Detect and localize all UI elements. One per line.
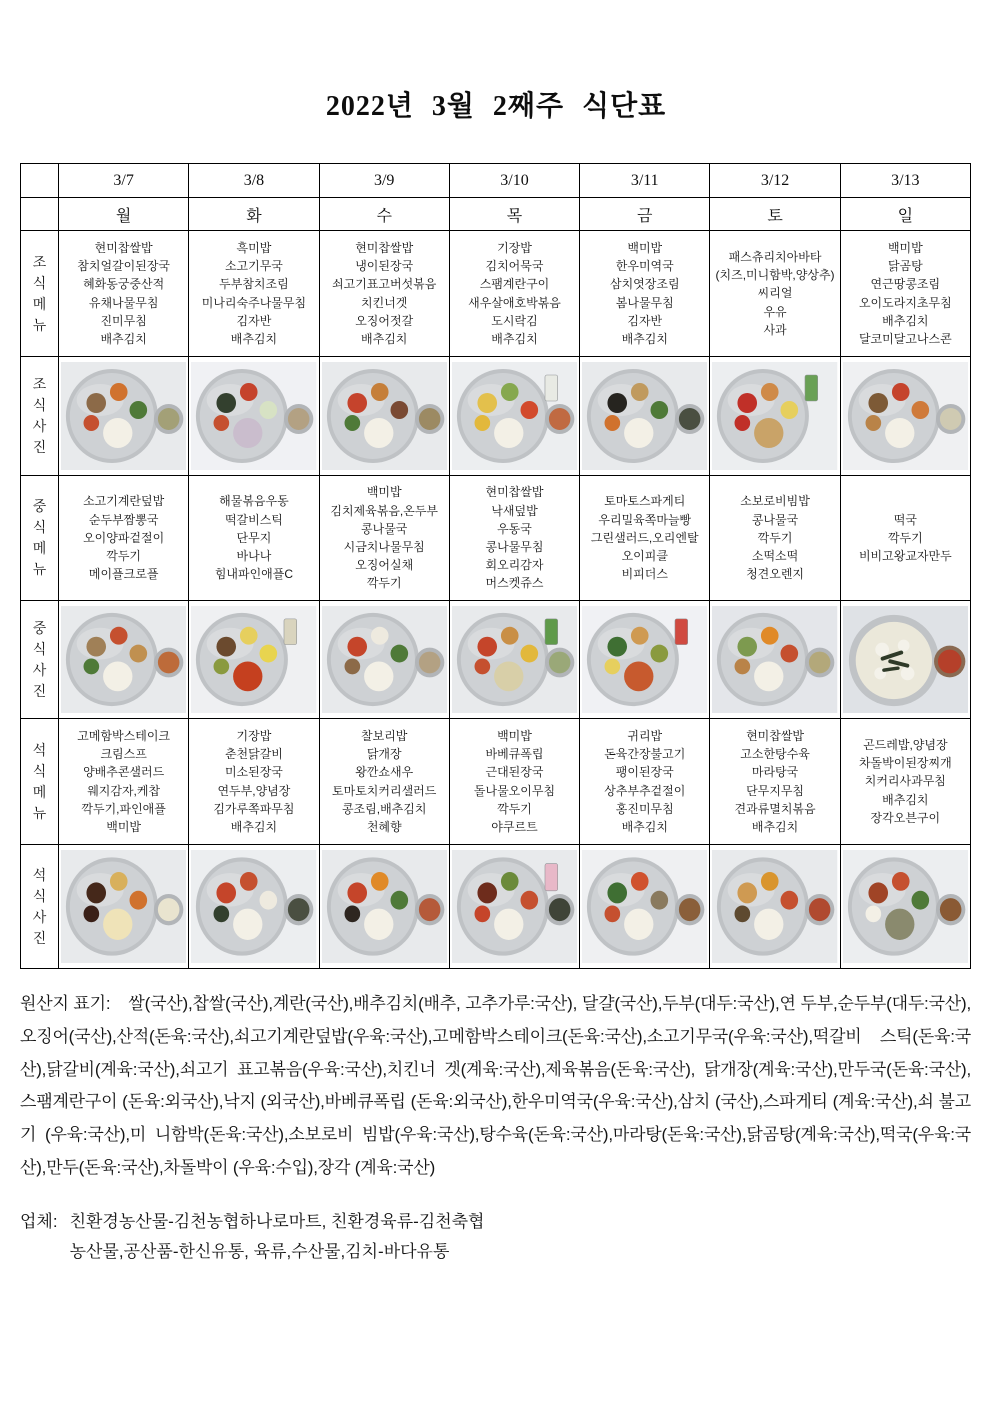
menu-item: 유채나물무침 xyxy=(88,295,159,310)
row-label-char: 조 xyxy=(32,376,47,392)
lunch-photo-cell xyxy=(450,601,580,719)
menu-item: 소고기무국 xyxy=(224,259,283,274)
weekday-cell: 목 xyxy=(450,198,580,231)
row-label-char: 식 xyxy=(32,762,47,779)
row-label-char: 진 xyxy=(32,682,47,699)
vendor-line: 친환경농산물-김천농협하나로마트, 친환경육류-김천축협 xyxy=(69,1211,485,1231)
dinner-photo-cell xyxy=(841,845,971,969)
menu-item: 견과류멸치볶음 xyxy=(734,801,816,816)
table-row xyxy=(21,164,971,198)
menu-item: 흑미밥 xyxy=(236,240,272,255)
menu-item: 토마토치커리샐러드 xyxy=(332,783,437,798)
menu-item: 돌나물오이무침 xyxy=(473,783,556,798)
meal-photo-graphic xyxy=(61,606,186,713)
date-cell: 3/10 xyxy=(450,164,580,198)
menu-item: 콩나물국 xyxy=(751,512,799,527)
table-row xyxy=(21,719,971,845)
lunch-photo-cell xyxy=(710,601,840,719)
weekday-cell: 수 xyxy=(320,198,450,231)
corner-cell xyxy=(21,164,59,198)
menu-item: 차돌박이된장찌개 xyxy=(858,756,952,771)
row-label-dinner-photo xyxy=(21,845,59,969)
breakfast-photo-cell xyxy=(59,357,189,476)
lunch-menu-cell xyxy=(580,476,710,601)
lunch-menu-cell xyxy=(450,476,580,601)
menu-item: 마라탕국 xyxy=(751,765,799,780)
menu-item: 현미찹쌀밥 xyxy=(485,485,544,500)
menu-item: 새우살애호박볶음 xyxy=(468,295,561,310)
menu-item: 배추김치 xyxy=(882,792,929,807)
row-label-char: 중 xyxy=(32,498,47,514)
date-cell: 3/13 xyxy=(841,164,971,198)
lunch-menu-cell xyxy=(841,476,971,601)
menu-item: 크림스프 xyxy=(100,747,147,762)
menu-item: 오이피클 xyxy=(621,549,668,564)
date-cell: 3/8 xyxy=(189,164,319,198)
row-label-char: 진 xyxy=(32,439,47,455)
row-label-char: 석 xyxy=(32,741,47,758)
meal-photo-graphic xyxy=(191,606,316,713)
meal-photo-graphic xyxy=(452,850,577,963)
lunch-photo-cell xyxy=(580,601,710,719)
breakfast-photo-cell xyxy=(580,357,710,476)
row-label-char: 중 xyxy=(32,619,47,636)
menu-item: 삼치엿장조림 xyxy=(609,277,680,292)
breakfast-photo-cell xyxy=(320,357,450,476)
menu-item: 김치제육볶음,온두부 xyxy=(330,503,439,518)
menu-item: 백미밥 xyxy=(106,819,142,834)
menu-item: 웨지감자,케찹 xyxy=(87,783,161,798)
dinner-photo-cell xyxy=(450,845,580,969)
menu-item: 배추김치 xyxy=(882,313,929,328)
menu-item: 한우미역국 xyxy=(615,259,674,274)
menu-item: 치커리사과무침 xyxy=(864,774,946,789)
menu-item: 귀리밥 xyxy=(627,728,663,743)
menu-item: 혜화동궁중산적 xyxy=(83,277,165,292)
menu-item: 미나리숙주나물무침 xyxy=(201,295,307,310)
menu-item: 오이도라지초무침 xyxy=(858,295,952,310)
menu-item: 소보로비빔밥 xyxy=(740,494,810,509)
menu-item: 김치어묵국 xyxy=(485,259,544,274)
lunch-photo-cell xyxy=(189,601,319,719)
dinner-menu-cell xyxy=(320,719,450,845)
menu-item: 미소된장국 xyxy=(224,765,283,780)
menu-item: 배추김치 xyxy=(621,819,668,834)
menu-item: 닭곰탕 xyxy=(887,259,923,274)
menu-item: 홍진미무침 xyxy=(615,801,674,816)
menu-item: 스팸계란구이 xyxy=(479,277,550,292)
row-label-char: 진 xyxy=(32,929,47,946)
menu-item: 깍두기 xyxy=(757,530,793,545)
dinner-photo-cell xyxy=(189,845,319,969)
menu-item: 사과 xyxy=(763,322,787,337)
menu-item: 천혜향 xyxy=(366,819,402,834)
date-cell: 3/11 xyxy=(580,164,710,198)
breakfast-photo-cell xyxy=(189,357,319,476)
menu-item: 바나나 xyxy=(236,549,272,564)
menu-item: 배추김치 xyxy=(751,819,799,834)
menu-item: 패스츄리치아바타 xyxy=(728,249,822,264)
menu-item: 배추김치 xyxy=(100,331,147,346)
menu-item: 근대된장국 xyxy=(485,765,544,780)
breakfast-menu-cell xyxy=(450,231,580,357)
menu-item: 팽이된장국 xyxy=(615,765,674,780)
menu-item: 씨리얼 xyxy=(757,286,793,301)
lunch-menu-cell xyxy=(189,476,319,601)
meal-photo-graphic xyxy=(843,850,968,963)
table-row xyxy=(21,845,971,969)
menu-item: 배추김치 xyxy=(230,819,278,834)
dinner-menu-cell xyxy=(580,719,710,845)
row-label-dinner-menu xyxy=(21,719,59,845)
table-row xyxy=(21,231,971,357)
menu-item: 우유 xyxy=(763,304,787,319)
origin-label: 원산지 표기: xyxy=(20,994,111,1013)
meal-photo-graphic xyxy=(843,606,968,713)
menu-item: 소떡소떡 xyxy=(751,549,799,564)
breakfast-menu-cell xyxy=(189,231,319,357)
menu-item: 소고기계란덮밥 xyxy=(83,494,165,509)
breakfast-menu-cell xyxy=(841,231,971,357)
menu-item: 콩나물국 xyxy=(361,521,408,536)
menu-item: 단무지무침 xyxy=(746,783,805,798)
dinner-menu-cell xyxy=(841,719,971,845)
menu-item: 백미밥 xyxy=(366,485,402,500)
row-label-char: 뉴 xyxy=(32,316,47,333)
menu-item: 순두부짬뽕국 xyxy=(88,512,159,527)
meal-photo-graphic xyxy=(452,362,577,470)
lunch-menu-cell xyxy=(59,476,189,601)
menu-item: (치즈,미니함박,양상추) xyxy=(715,268,835,283)
menu-item: 깍두기 xyxy=(366,576,402,591)
breakfast-menu-cell xyxy=(580,231,710,357)
menu-item: 김자반 xyxy=(236,313,272,328)
meal-photo-graphic xyxy=(582,850,707,963)
origin-text: 쌀(국산),찹쌀(국산),계란(국산),배추김치(배추, 고추가루:국산), 달걀(국산),두부(대두:국산),연 두부,순두부(대두:국산),오징어(국산),산적(돈육:국산),쇠고기계란덮밥(우육:국산),고메함박스테이크(돈육:국산),소고기무국(우육:국산),떡갈비 스틱(돈육:국산),닭갈비(계육:국산),쇠고기 표고볶음(우육:국산),치킨너 겟(계육:국산),제육볶음(돈육:국산), 닭개장(계육:국산),만두국(돈육:국산),스팸계란구이 (돈육:외국산),낙지 (외국산),바베큐폭립 (돈육:외국산),한우미역국(우육:국산),삼치 (국산),스파게티 (계육:국산),쇠 불고기 (우육:국산),미 니함박(돈육:국산),소보로비 빔밥(우육:국산),탕수육(돈육:국산),마라탕(돈육:국산),닭곰탕(계육:국산),떡국(우육:국산),만두(돈육:국산),차돌박이 (우육:수입),장각 (계육:국산) xyxy=(20,994,971,1177)
date-cell: 3/9 xyxy=(320,164,450,198)
meal-photo-graphic xyxy=(322,362,447,470)
weekday-cell: 화 xyxy=(189,198,319,231)
meal-photo-graphic xyxy=(322,606,447,713)
meal-photo-graphic xyxy=(452,606,577,713)
menu-item: 시금치나물무침 xyxy=(343,540,425,554)
footer xyxy=(20,988,971,1266)
page-title: 2022년 3월 2째주 식단표 xyxy=(325,91,667,122)
row-label-char: 식 xyxy=(32,397,47,413)
menu-item: 단무지 xyxy=(236,530,272,545)
menu-item: 청견오렌지 xyxy=(746,567,805,582)
breakfast-photo-cell xyxy=(841,357,971,476)
menu-item: 그린샐러드,오리엔탈 xyxy=(590,530,699,545)
menu-item: 고소한탕수육 xyxy=(740,747,810,762)
dinner-menu-cell xyxy=(189,719,319,845)
menu-item: 비비고왕교자만두 xyxy=(858,549,952,564)
breakfast-photo-cell xyxy=(450,357,580,476)
menu-item: 연근땅콩조림 xyxy=(870,277,941,292)
menu-item: 돈육간장불고기 xyxy=(604,747,686,762)
menu-item: 오징어실채 xyxy=(355,558,414,573)
menu-item: 봄나물무침 xyxy=(615,295,674,310)
menu-item: 콩조림,배추김치 xyxy=(341,801,427,816)
menu-item: 닭개장 xyxy=(366,747,402,762)
menu-item: 깍두기 xyxy=(106,549,142,564)
menu-item: 토마토스파게티 xyxy=(604,494,686,509)
menu-item: 콩나물무침 xyxy=(485,540,544,554)
menu-item: 치킨너겟 xyxy=(361,295,408,310)
menu-item: 우동국 xyxy=(497,521,532,536)
dinner-menu-cell xyxy=(710,719,840,845)
menu-item: 양배추콘샐러드 xyxy=(83,765,165,780)
weekday-cell: 월 xyxy=(59,198,189,231)
dinner-photo-cell xyxy=(59,845,189,969)
menu-item: 두부참치조림 xyxy=(219,277,289,292)
row-label-char: 사 xyxy=(32,908,47,925)
menu-item: 오이양파겉절이 xyxy=(83,530,165,545)
weekday-cell: 토 xyxy=(710,198,840,231)
date-cell: 3/7 xyxy=(59,164,189,198)
menu-item: 해물볶음우동 xyxy=(219,494,289,509)
meal-photo-graphic xyxy=(582,362,707,470)
menu-item: 깍두기 xyxy=(497,801,532,816)
table-row xyxy=(21,198,971,231)
lunch-photo-cell xyxy=(841,601,971,719)
row-label-char: 뉴 xyxy=(32,561,47,577)
menu-item: 배추김치 xyxy=(361,331,408,346)
row-label-char: 식 xyxy=(32,519,47,535)
row-label-char: 사 xyxy=(32,661,47,678)
corner-cell xyxy=(21,198,59,231)
menu-item: 백미밥 xyxy=(627,240,663,255)
meal-photo-graphic xyxy=(712,362,837,470)
menu-item: 배추김치 xyxy=(491,331,538,346)
menu-item: 참치얼갈이된장국 xyxy=(77,259,171,274)
menu-item: 배추김치 xyxy=(230,331,278,346)
menu-item: 야쿠르트 xyxy=(491,819,538,834)
row-label-char: 식 xyxy=(32,274,47,291)
meal-photo-graphic xyxy=(322,850,447,963)
dinner-menu-cell xyxy=(59,719,189,845)
row-label-lunch-photo xyxy=(21,601,59,719)
menu-item: 머스켓쥬스 xyxy=(485,576,544,591)
dinner-menu-cell xyxy=(450,719,580,845)
date-cell: 3/12 xyxy=(710,164,840,198)
menu-item: 고메함박스테이크 xyxy=(77,728,171,743)
meal-photo-graphic xyxy=(61,850,186,963)
breakfast-photo-cell xyxy=(710,357,840,476)
menu-item: 연두부,양념장 xyxy=(217,783,291,798)
meal-photo-graphic xyxy=(582,606,707,713)
menu-item: 바베큐폭립 xyxy=(485,747,544,762)
breakfast-menu-cell xyxy=(59,231,189,357)
menu-item: 떡갈비스틱 xyxy=(224,512,283,527)
menu-item: 비피더스 xyxy=(621,567,668,582)
row-label-char: 뉴 xyxy=(32,804,47,821)
row-label-lunch-menu xyxy=(21,476,59,601)
weekday-cell: 금 xyxy=(580,198,710,231)
table-row xyxy=(21,476,971,601)
menu-item: 춘천닭갈비 xyxy=(224,747,283,762)
row-label-breakfast-photo xyxy=(21,357,59,476)
table-row xyxy=(21,357,971,476)
lunch-menu-cell xyxy=(320,476,450,601)
breakfast-menu-cell xyxy=(710,231,840,357)
row-label-char: 메 xyxy=(32,783,47,800)
dinner-photo-cell xyxy=(710,845,840,969)
vendor-lines xyxy=(70,1207,971,1267)
menu-item: 백미밥 xyxy=(887,240,923,255)
menu-item: 김자반 xyxy=(627,313,663,328)
menu-item: 배추김치 xyxy=(621,331,668,346)
meal-photo-graphic xyxy=(191,850,316,963)
lunch-photo-cell xyxy=(320,601,450,719)
row-label-breakfast-menu xyxy=(21,231,59,357)
menu-item: 회오리감자 xyxy=(485,558,544,573)
weekday-cell: 일 xyxy=(841,198,971,231)
lunch-menu-cell xyxy=(710,476,840,601)
table-row xyxy=(21,601,971,719)
breakfast-menu-cell xyxy=(320,231,450,357)
menu-item: 오징어젓갈 xyxy=(355,313,414,328)
menu-item: 낙새덮밥 xyxy=(491,503,538,518)
menu-item: 깍두기 xyxy=(887,530,923,545)
menu-item: 힘내파인애플C xyxy=(214,567,294,582)
row-label-char: 메 xyxy=(32,540,47,556)
menu-item: 찰보리밥 xyxy=(361,728,408,743)
menu-item: 쇠고기표고버섯볶음 xyxy=(332,277,437,292)
row-label-char: 식 xyxy=(32,640,47,657)
menu-item: 왕깐쇼새우 xyxy=(355,765,414,780)
vendor-line: 농산물,공산품-한신유통, 육류,수산물,김치-바다유통 xyxy=(69,1241,450,1261)
row-label-char: 메 xyxy=(32,295,47,312)
menu-table xyxy=(20,163,971,969)
menu-item: 깍두기,파인애플 xyxy=(81,801,166,816)
dinner-photo-cell xyxy=(580,845,710,969)
menu-item: 현미찹쌀밥 xyxy=(355,240,414,255)
row-label-char: 사 xyxy=(32,418,47,434)
origin-note xyxy=(20,988,971,1185)
menu-item: 기장밥 xyxy=(497,240,532,255)
menu-item: 도시락김 xyxy=(491,313,538,328)
menu-item: 곤드레밥,양념장 xyxy=(863,737,948,752)
menu-item: 김가루쪽파무침 xyxy=(213,801,295,816)
menu-item: 현미찹쌀밥 xyxy=(94,240,153,255)
menu-item: 백미밥 xyxy=(497,728,532,743)
menu-item: 냉이된장국 xyxy=(355,259,414,274)
row-label-char: 석 xyxy=(32,866,47,883)
meal-photo-graphic xyxy=(843,362,968,470)
row-label-char: 식 xyxy=(32,887,47,904)
menu-item: 장각오븐구이 xyxy=(870,810,941,825)
menu-item: 현미찹쌀밥 xyxy=(746,728,805,743)
meal-photo-graphic xyxy=(191,362,316,470)
menu-item: 상추부추겉절이 xyxy=(604,783,686,798)
row-label-char: 조 xyxy=(32,253,47,270)
meal-photo-graphic xyxy=(712,850,837,963)
menu-item: 기장밥 xyxy=(236,728,272,743)
menu-item: 메이플크로플 xyxy=(88,567,159,582)
vendor-note xyxy=(20,1207,971,1267)
meal-photo-graphic xyxy=(712,606,837,713)
menu-item: 달코미달고나스콘 xyxy=(858,331,952,346)
menu-item: 떡국 xyxy=(893,512,917,527)
meal-photo-graphic xyxy=(61,362,186,470)
menu-item: 진미무침 xyxy=(100,313,147,328)
vendor-label: 업체: xyxy=(20,1211,58,1231)
dinner-photo-cell xyxy=(320,845,450,969)
menu-item: 우리밀육쪽마늘빵 xyxy=(598,512,692,527)
lunch-photo-cell xyxy=(59,601,189,719)
